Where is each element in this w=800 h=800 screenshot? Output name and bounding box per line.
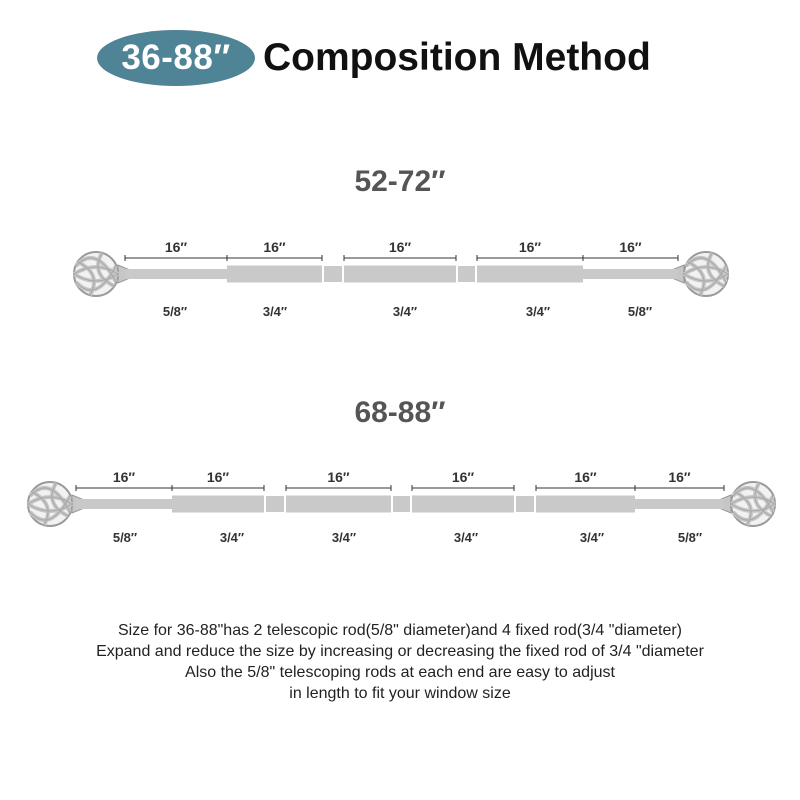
rod-assembly-1	[0, 225, 800, 325]
description-line: in length to fit your window size	[289, 685, 511, 702]
description-line: Expand and reduce the size by increasing or decreasing the fixed rod of 3/4 "diameter	[96, 643, 704, 660]
segment-length-label: 16″	[327, 469, 350, 485]
rod-segment	[125, 269, 227, 279]
rod-segment	[477, 266, 583, 283]
rod-segment	[286, 496, 391, 513]
segment-length-label: 16″	[451, 469, 475, 485]
rod-segment	[536, 496, 635, 513]
page-title: Composition Method	[263, 36, 651, 79]
size-badge: 36-88″	[97, 30, 255, 86]
rod-connector	[516, 496, 534, 512]
segment-length-label: 16″	[206, 469, 230, 485]
rod-connector	[266, 496, 284, 512]
segment-length-label: 16″	[164, 239, 188, 255]
segment-length-label: 16″	[619, 239, 642, 255]
segment-diameter-label: 3/4″	[262, 304, 288, 319]
segment-diameter-label: 5/8″	[627, 304, 653, 319]
rod-assembly-2	[0, 455, 800, 555]
rod-connector	[324, 266, 342, 282]
segment-length-label: 16″	[263, 239, 286, 255]
segment-diameter-label: 5/8″	[162, 304, 188, 319]
rod-segment	[227, 266, 322, 283]
assembly-title-1: 52-72″	[354, 165, 446, 198]
segment-length-label: 16″	[112, 469, 136, 485]
segment-diameter-label: 3/4″	[579, 530, 605, 545]
segment-length-label: 16″	[574, 469, 597, 485]
description-line: Also the 5/8" telescoping rods at each end are easy to adjust	[185, 664, 615, 681]
segment-length-label: 16″	[388, 239, 412, 255]
rod-segment	[635, 499, 724, 509]
description	[0, 620, 800, 704]
rod-connector	[393, 496, 410, 512]
header	[0, 0, 800, 100]
segment-diameter-label: 3/4″	[453, 530, 479, 545]
segment-diameter-label: 3/4″	[525, 304, 551, 319]
rod-segment	[172, 496, 264, 513]
segment-diameter-label: 3/4″	[331, 530, 357, 545]
description-line: Size for 36-88"has 2 telescopic rod(5/8" diameter)and 4 fixed rod(3/4 "diameter)	[118, 622, 682, 639]
assembly-title-2: 68-88″	[354, 396, 446, 429]
rod-connector	[458, 266, 475, 282]
rod-segment	[76, 499, 172, 509]
segment-diameter-label: 5/8″	[677, 530, 703, 545]
segment-length-label: 16″	[518, 239, 542, 255]
rod-segment	[583, 269, 678, 279]
segment-diameter-label: 5/8″	[112, 530, 138, 545]
segment-length-label: 16″	[668, 469, 691, 485]
segment-diameter-label: 3/4″	[219, 530, 245, 545]
rod-segment	[412, 496, 514, 513]
rod-segment	[344, 266, 456, 283]
segment-diameter-label: 3/4″	[392, 304, 418, 319]
